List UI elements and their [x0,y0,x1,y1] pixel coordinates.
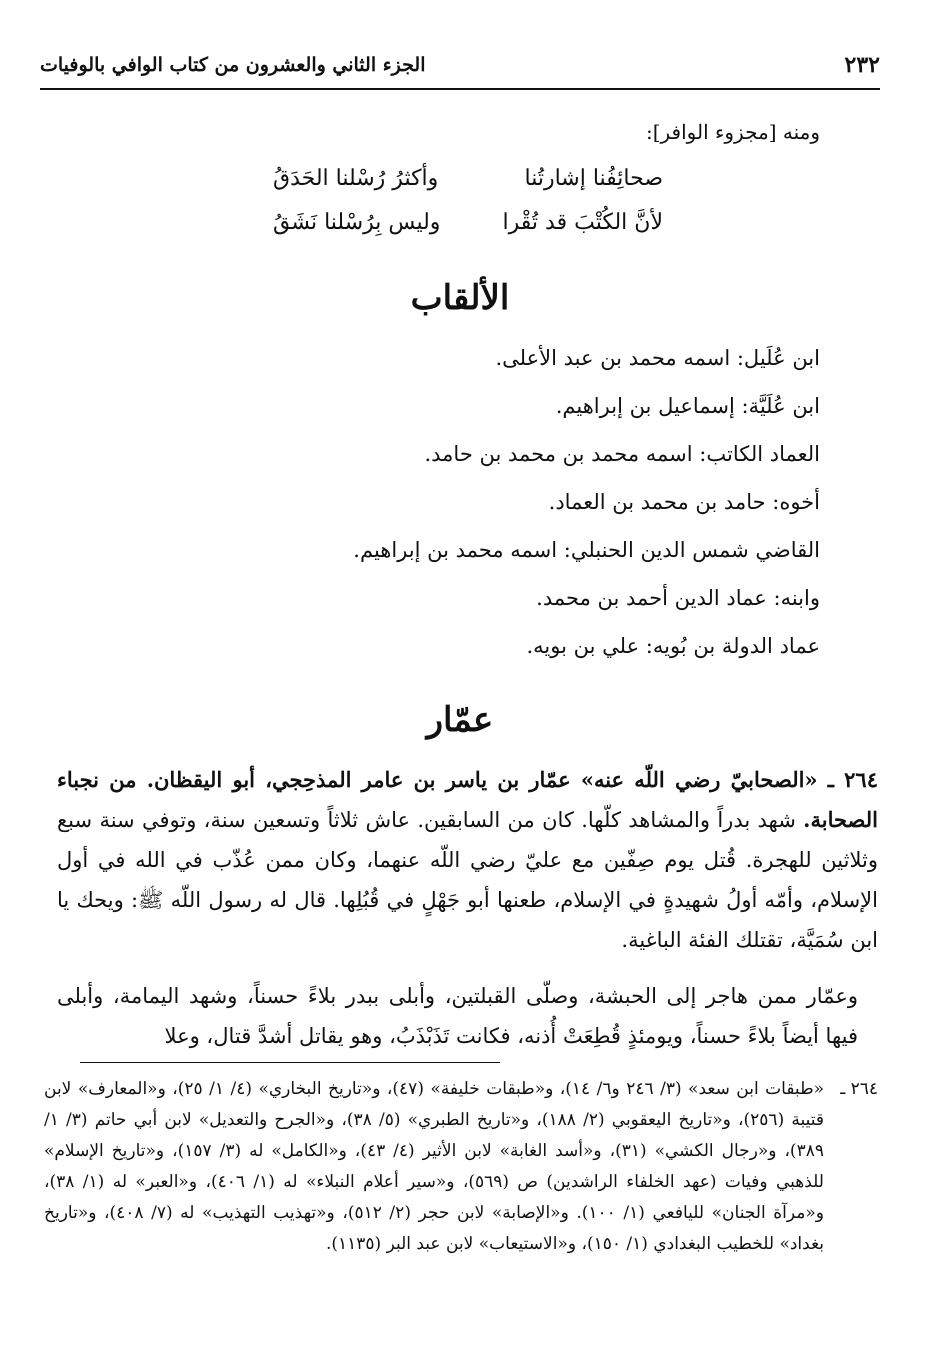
laqab-item: وابنه: عماد الدين أحمد بن محمد. [536,586,820,610]
laqab-item: ابن عُلَيل: اسمه محمد بن عبد الأعلى. [495,346,820,370]
footnote-separator [80,1062,500,1063]
verse-1-first-hemistich: صحائِفُنا إشارتُنا [524,166,663,191]
running-title: الجزء الثاني والعشرون من كتاب الوافي بالوفيات [40,54,426,76]
laqab-item: القاضي شمس الدين الحنبلي: اسمه محمد بن إبراهيم. [353,538,820,562]
biography-paragraph: وعمّار ممن هاجر إلى الحبشة، وصلّى القبلتين، وأبلى ببدر بلاءً حسناً، وشهد اليمامة، وأبلى فيها أيضاً بلاءً حسناً، ويومئذٍ قُطِعَتْ أُذنه، فكانت تَذَبْذَبُ، وهو يقاتل أشدَّ قتال، وعلا [57,984,858,1048]
section-title-alqab: الألقاب [410,278,510,318]
verse-1-second-hemistich: وأكثرُ رُسْلنا الحَدَقُ [273,166,439,191]
laqab-item: العماد الكاتب: اسمه محمد بن محمد بن حامد. [424,442,820,466]
biography-entry [57,760,878,960]
footnote-number: ٢٦٤ ـ [840,1079,878,1099]
verse-2-first-hemistich: لأنَّ الكُتْبَ قد تُقْرا [502,210,663,235]
section-title-ammar: عمّار [426,700,494,740]
laqab-item: عماد الدولة بن بُويه: علي بن بويه. [526,634,820,658]
poem-intro: ومنه [مجزوء الوافر]: [645,120,820,144]
running-header [40,48,880,90]
entry-heading: ٢٦٤ ـ «الصحابيّ رضي اللّه عنه» عمّار بن ياسر بن عامر المذحِجي، أبو اليقظان. من نجباء الصحابة. [57,767,878,832]
footnote [44,1074,878,1260]
verse-2 [273,210,663,242]
entry-body: شهد بدراً والمشاهد كلّها. كان من السابقين. عاش ثلاثاً وتسعين سنة، وتوفي سنة سبع وثلاثين للهجرة. قُتل يوم صِفّين مع عليّ رضي اللّه عنهما، وكان ممن عُذّب في الله في أول الإسلام، وأمّه أولُ شهيدةٍ في الإسلام، طعنها أبو جَهْلٍ في قُبُلِها. قال له رسول اللّه ﷺ: ويحك يا ابن سُمَيَّة، تقتلك الفئة الباغية. [57,808,878,952]
footnote-text: «طبقات ابن سعد» (٣/ ٢٤٦ و٦/ ١٤)، و«طبقات خليفة» (٤٧)، و«تاريخ البخاري» (٤/ ١/ ٢٥)، و«المعارف» لابن قتيبة (٢٥٦)، و«تاريخ اليعقوبي (٢/ ١٨٨)، و«تاريخ الطبري» (٥/ ٣٨)، و«الجرح والتعديل» لابن أبي حاتم (٣/ ١/ ٣٨٩)، و«رجال الكشي» (٣١)، و«أسد الغابة» لابن الأثير (٤/ ٤٣)، و«الكامل» له (٣/ ١٥٧)، و«تاريخ الإسلام» للذهبي وفيات (عهد الخلفاء الراشدين) ص (٥٦٩)، و«سير أعلام النبلاء» له (١/ ٤٠٦)، و«العبر» له (١/ ٣٨)، و«مرآة الجنان» لليافعي (١/ ١٠٠). و«الإصابة» لابن حجر (٢/ ٥١٢)، و«تهذيب التهذيب» له (٧/ ٤٠٨)، و«تاريخ بغداد» للخطيب البغدادي (١/ ١٥٠)، و«الاستيعاب» لابن عبد البر (١١٣٥). [44,1079,825,1254]
verse-2-second-hemistich: وليس بِرُسْلنا نَشَقُ [273,210,441,235]
laqab-item: أخوه: حامد بن محمد بن العماد. [548,490,820,514]
page-number: ٢٣٢ [844,52,880,78]
verse-1 [273,166,663,198]
laqab-item: ابن عُلَيَّة: إسماعيل بن إبراهيم. [555,394,820,418]
